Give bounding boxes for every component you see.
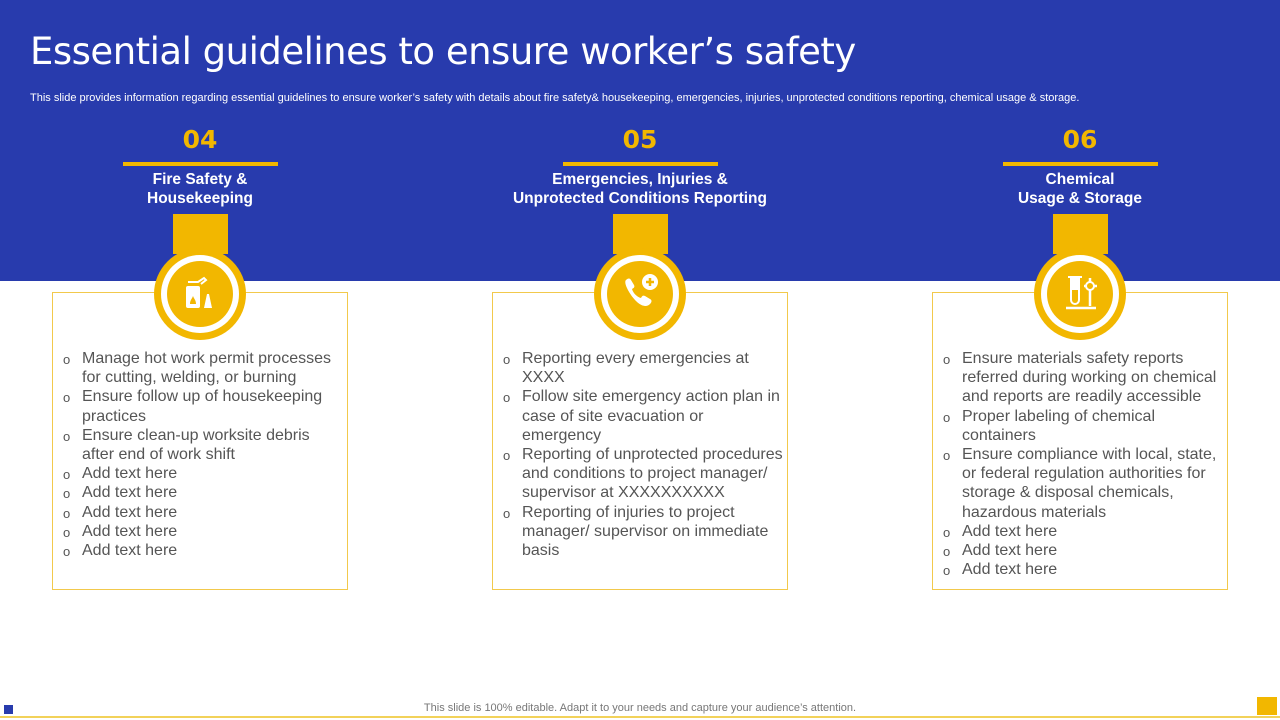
title-line: Usage & Storage (1017, 190, 1143, 207)
bullet-item: o Proper labeling of chemical containers (943, 407, 1223, 445)
bullet-item: o Add text here (63, 464, 343, 483)
icon-badge (1034, 248, 1126, 340)
emergency-phone-icon (618, 270, 662, 319)
guideline-column (52, 0, 348, 600)
bullet-item: o Reporting every emergencies at XXXX (503, 349, 783, 387)
bullet-item: o Manage hot work permit processes for cutting, welding, or burning (63, 349, 343, 387)
footer-yellow-square (1257, 697, 1277, 715)
title-line: Fire Safety & (152, 171, 248, 188)
title-line: Chemical (1045, 171, 1115, 188)
page-title: Essential guidelines to ensure worker’s safety (30, 30, 856, 73)
subtitle: This slide provides information regarding essential guidelines to ensure worker’s safety with details about fire safety& housekeeping, emergencies, injuries, unprotected conditions reporting, chemical usage & storage. (30, 92, 1080, 104)
icon-badge (154, 248, 246, 340)
bullet-item: o Add text here (943, 541, 1223, 560)
number-underline (1003, 162, 1158, 166)
step-number: 04 (182, 125, 218, 154)
bullet-item: o Ensure clean-up worksite debris after end of work shift (63, 426, 343, 464)
bullet-item: o Follow site emergency action plan in case of site evacuation or emergency (503, 387, 783, 445)
title-line: Housekeeping (147, 190, 253, 207)
number-underline (123, 162, 278, 166)
bullet-list (943, 349, 1223, 579)
step-number: 06 (1062, 125, 1098, 154)
number-underline (563, 162, 718, 166)
column-title (2, 170, 398, 208)
bullet-item: o Add text here (63, 483, 343, 502)
bullet-list (503, 349, 783, 560)
bullet-item: o Add text here (63, 541, 343, 560)
footer-note: This slide is 100% editable. Adapt it to your needs and capture your audience’s attention. (423, 702, 857, 714)
bullet-item: o Reporting of injuries to project manager/ supervisor on immediate basis (503, 503, 783, 561)
bullet-item: o Ensure follow up of housekeeping practices (63, 387, 343, 425)
column-title (882, 170, 1278, 208)
title-line: Emergencies, Injuries & (552, 171, 728, 188)
fire-extinguisher-icon (180, 272, 220, 317)
bullet-item: o Ensure compliance with local, state, or federal regulation authorities for storage & disposal chemicals, hazardous materials (943, 445, 1223, 522)
bullet-list (63, 349, 343, 560)
column-title (442, 170, 838, 208)
footer-line (0, 716, 1280, 718)
step-number: 05 (622, 125, 658, 154)
bullet-item: o Reporting of unprotected procedures and conditions to project manager/ supervisor at XXXXXXXXXX (503, 445, 783, 503)
bullet-item: o Add text here (63, 503, 343, 522)
chemical-beaker-icon (1058, 270, 1102, 319)
guideline-column (932, 0, 1228, 600)
bullet-item: o Add text here (943, 560, 1223, 579)
icon-badge (594, 248, 686, 340)
bullet-item: o Add text here (63, 522, 343, 541)
bullet-item: o Ensure materials safety reports referred during working on chemical and reports are readily accessible (943, 349, 1223, 407)
guideline-column (492, 0, 788, 600)
bullet-item: o Add text here (943, 522, 1223, 541)
title-line: Unprotected Conditions Reporting (512, 190, 767, 207)
